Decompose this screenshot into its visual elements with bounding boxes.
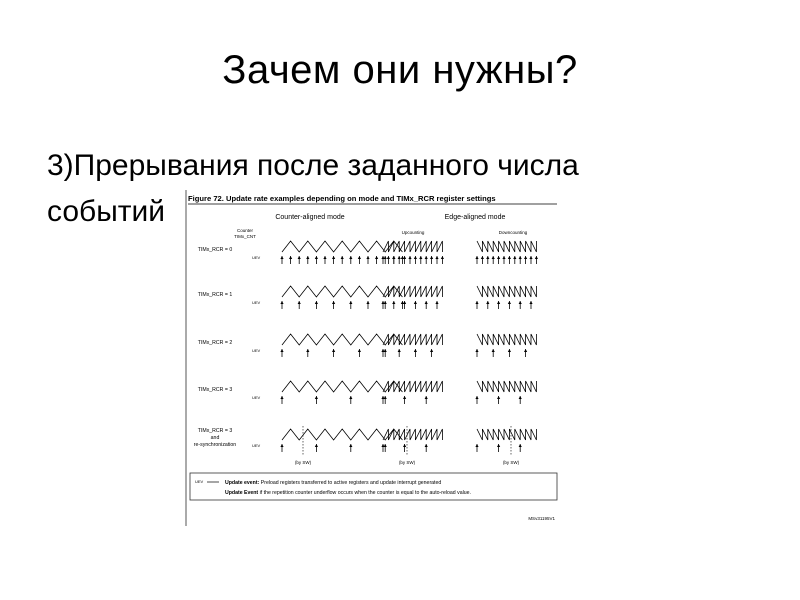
update-event-arrow — [435, 256, 438, 264]
update-event-arrow-head — [419, 256, 422, 259]
update-event-arrow — [384, 444, 387, 452]
update-event-arrow-head — [492, 349, 495, 352]
update-event-arrow — [349, 396, 352, 404]
body-line-1: 3)Прерывания после заданного числа — [47, 149, 579, 182]
counter-aligned-wave — [282, 381, 402, 392]
update-event-arrow — [524, 256, 527, 264]
update-event-arrow-head — [414, 301, 417, 304]
update-event-arrow — [332, 256, 335, 264]
update-event-arrow — [341, 256, 344, 264]
update-event-arrow-head — [381, 301, 384, 304]
legend-uev-label: UEV — [195, 479, 204, 484]
update-event-arrow-head — [508, 256, 511, 259]
update-event-arrow — [298, 256, 301, 264]
update-event-arrow — [349, 444, 352, 452]
update-event-arrow-head — [332, 349, 335, 352]
update-event-arrow — [280, 256, 283, 264]
update-event-arrow-head — [280, 349, 283, 352]
counter-register-label: TIMx_CNT — [234, 234, 256, 239]
update-event-arrow-head — [475, 444, 478, 447]
update-event-arrow-head — [280, 444, 283, 447]
counter-aligned-wave — [282, 334, 402, 345]
counter-aligned-wave — [282, 241, 402, 252]
update-event-arrow — [280, 301, 283, 309]
update-event-arrow-head — [425, 301, 428, 304]
update-event-arrow — [441, 256, 444, 264]
update-event-arrow — [289, 256, 292, 264]
update-event-arrow-head — [497, 301, 500, 304]
by-sw-label-counter: (by SW) — [294, 460, 312, 465]
update-event-arrow-head — [392, 256, 395, 259]
update-event-arrow — [366, 256, 369, 264]
update-event-arrow-head — [366, 256, 369, 259]
update-event-arrow-head — [513, 256, 516, 259]
update-event-arrow — [381, 349, 384, 357]
update-event-arrow — [366, 301, 369, 309]
update-event-arrow — [403, 301, 406, 309]
update-event-arrow-head — [392, 301, 395, 304]
update-event-arrow-head — [497, 444, 500, 447]
update-event-arrow — [315, 444, 318, 452]
update-event-arrow-head — [508, 301, 511, 304]
update-event-arrow-head — [306, 256, 309, 259]
update-event-arrow — [280, 396, 283, 404]
update-event-arrow — [519, 396, 522, 404]
update-event-arrow-head — [298, 256, 301, 259]
figure-caption: Figure 72. Update rate examples depending on mode and TIMx_RCR register settings — [188, 194, 496, 203]
update-event-arrow — [323, 256, 326, 264]
waveform-row-0 — [198, 241, 538, 264]
update-event-arrow-head — [508, 349, 511, 352]
update-event-arrow — [381, 444, 384, 452]
update-event-arrow-head — [349, 256, 352, 259]
update-event-arrow — [519, 256, 522, 264]
update-event-arrow — [524, 349, 527, 357]
update-event-arrow-head — [425, 444, 428, 447]
update-event-arrow-head — [381, 444, 384, 447]
update-event-arrow — [358, 349, 361, 357]
update-event-arrow — [508, 349, 511, 357]
update-event-arrow — [392, 301, 395, 309]
update-event-arrow — [280, 444, 283, 452]
update-event-arrow-head — [430, 256, 433, 259]
update-event-arrow — [486, 301, 489, 309]
update-event-arrow — [475, 256, 478, 264]
row-label: TIMx_RCR = 3 — [197, 387, 233, 393]
update-event-arrow — [315, 256, 318, 264]
update-event-arrow-head — [535, 256, 538, 259]
update-event-arrow — [384, 301, 387, 309]
update-event-arrow — [392, 256, 395, 264]
update-event-arrow-head — [425, 396, 428, 399]
waveform-row-1 — [198, 286, 537, 309]
update-event-arrow — [298, 301, 301, 309]
legend-line-1 — [225, 480, 441, 486]
update-event-arrow-head — [492, 256, 495, 259]
update-event-arrow-head — [403, 301, 406, 304]
legend-line-1-term: Update event: — [225, 480, 260, 486]
update-event-arrow — [502, 256, 505, 264]
update-event-arrow — [425, 301, 428, 309]
update-event-arrow-head — [280, 301, 283, 304]
update-event-arrow-head — [332, 301, 335, 304]
figure-id: MSv31195V1 — [528, 516, 555, 521]
upcounting-wave — [383, 334, 442, 345]
update-event-arrow-head — [298, 301, 301, 304]
update-event-arrow — [384, 349, 387, 357]
update-event-arrow-head — [341, 256, 344, 259]
update-event-arrow — [475, 301, 478, 309]
update-event-arrow-head — [315, 396, 318, 399]
update-event-arrow-head — [519, 444, 522, 447]
update-event-arrow-head — [519, 396, 522, 399]
update-event-arrow — [403, 256, 406, 264]
update-event-arrow — [414, 349, 417, 357]
upcounting-label: Upcounting — [401, 230, 425, 235]
update-event-arrow-head — [475, 256, 478, 259]
update-event-arrow-head — [289, 256, 292, 259]
row-label: TIMx_RCR = 1 — [197, 292, 233, 298]
update-event-arrow-head — [414, 256, 417, 259]
counter-label: Counter — [236, 228, 254, 233]
row-label: re-synchronization — [193, 442, 237, 448]
update-event-arrow-head — [315, 256, 318, 259]
counter-aligned-wave — [282, 429, 402, 440]
update-event-arrow — [306, 256, 309, 264]
update-event-arrow — [358, 256, 361, 264]
update-event-arrow — [387, 256, 390, 264]
update-event-arrow-head — [315, 301, 318, 304]
update-event-arrow-head — [358, 256, 361, 259]
update-event-arrow — [306, 349, 309, 357]
row-label: and — [210, 435, 220, 441]
waveform-row-2 — [198, 334, 537, 357]
update-event-arrow-head — [497, 256, 500, 259]
downcounting-wave — [477, 381, 536, 392]
update-event-arrow-head — [349, 396, 352, 399]
update-event-arrow — [519, 444, 522, 452]
update-event-arrow-head — [524, 349, 527, 352]
update-event-arrow-head — [435, 256, 438, 259]
update-event-arrow — [492, 256, 495, 264]
by-sw-label-down: (by SW) — [502, 460, 520, 465]
waveform-row-3 — [198, 381, 537, 404]
update-event-arrow-head — [475, 396, 478, 399]
update-event-arrow — [375, 256, 378, 264]
update-event-arrow — [492, 349, 495, 357]
uev-label: UEV — [252, 255, 261, 260]
update-event-arrow — [425, 444, 428, 452]
update-event-arrow-head — [475, 301, 478, 304]
update-event-arrow — [398, 349, 401, 357]
update-event-arrow-head — [414, 349, 417, 352]
uev-label: UEV — [252, 300, 261, 305]
update-event-arrow-head — [529, 256, 532, 259]
update-event-arrow-head — [425, 256, 428, 259]
update-event-arrow-head — [519, 301, 522, 304]
update-event-arrow — [535, 256, 538, 264]
update-event-arrow — [425, 396, 428, 404]
update-event-arrow-head — [306, 349, 309, 352]
upcounting-wave — [383, 241, 442, 252]
update-event-arrow — [475, 444, 478, 452]
uev-label: UEV — [252, 348, 261, 353]
update-event-arrow-head — [486, 301, 489, 304]
update-event-arrow — [519, 301, 522, 309]
update-event-arrow-head — [349, 301, 352, 304]
timer-figure — [185, 190, 560, 526]
update-event-arrow — [332, 301, 335, 309]
update-event-arrow — [315, 396, 318, 404]
update-event-arrow-head — [387, 256, 390, 259]
update-event-arrow — [384, 256, 387, 264]
update-event-arrow-head — [381, 396, 384, 399]
update-event-arrow — [408, 256, 411, 264]
downcounting-wave — [477, 286, 536, 297]
waveform-rows — [194, 241, 538, 465]
update-event-arrow — [315, 301, 318, 309]
update-event-arrow-head — [441, 256, 444, 259]
body-line-2: событий — [47, 195, 166, 228]
upcounting-wave — [383, 429, 442, 440]
slide-title: Зачем они нужны? — [222, 48, 578, 92]
update-event-arrow-head — [280, 396, 283, 399]
update-event-arrow — [381, 256, 384, 264]
downcounting-wave — [477, 241, 536, 252]
update-event-arrow — [508, 301, 511, 309]
timer-figure-svg — [185, 190, 560, 526]
update-event-arrow-head — [529, 301, 532, 304]
update-event-arrow — [384, 396, 387, 404]
counter-aligned-header: Counter-aligned mode — [275, 214, 345, 221]
update-event-arrow — [508, 256, 511, 264]
update-event-arrow — [401, 256, 404, 264]
update-event-arrow-head — [524, 256, 527, 259]
update-event-arrow — [332, 349, 335, 357]
update-event-arrow-head — [315, 444, 318, 447]
update-event-arrow-head — [358, 349, 361, 352]
update-event-arrow — [481, 256, 484, 264]
update-event-arrow-head — [497, 396, 500, 399]
update-event-arrow — [414, 301, 417, 309]
downcounting-wave — [477, 334, 536, 345]
waveform-row-4 — [194, 426, 537, 465]
update-event-arrow-head — [475, 349, 478, 352]
update-event-arrow — [475, 349, 478, 357]
update-event-arrow — [430, 256, 433, 264]
update-event-arrow — [349, 256, 352, 264]
update-event-arrow-head — [481, 256, 484, 259]
update-event-arrow — [529, 256, 532, 264]
update-event-arrow — [401, 301, 404, 309]
upcounting-wave — [383, 286, 442, 297]
update-event-arrow-head — [366, 301, 369, 304]
update-event-arrow — [497, 256, 500, 264]
update-event-arrow — [419, 256, 422, 264]
downcounting-label: Downcounting — [498, 230, 528, 235]
edge-aligned-header: Edge-aligned mode — [444, 214, 506, 221]
row-label: TIMx_RCR = 0 — [197, 247, 233, 253]
update-event-arrow — [513, 256, 516, 264]
update-event-arrow-head — [349, 444, 352, 447]
update-event-arrow — [497, 396, 500, 404]
update-event-arrow — [475, 396, 478, 404]
update-event-arrow — [381, 396, 384, 404]
update-event-arrow — [349, 301, 352, 309]
row-label: TIMx_RCR = 2 — [197, 340, 233, 346]
row-label: TIMx_RCR = 3 — [197, 428, 233, 434]
legend-line-2-term: Update Event — [225, 490, 259, 496]
legend-line-2-text: if the repetition counter underflow occurs when the counter is equal to the auto-reload value. — [258, 490, 471, 496]
by-sw-label-up: (by SW) — [398, 460, 416, 465]
uev-label: UEV — [252, 443, 261, 448]
legend-line-1-text: Preload registers transferred to active registers and update interrupt generated — [259, 480, 442, 486]
downcounting-wave — [477, 429, 536, 440]
update-event-arrow — [486, 256, 489, 264]
update-event-arrow-head — [381, 349, 384, 352]
update-event-arrow-head — [375, 256, 378, 259]
update-event-arrow-head — [398, 349, 401, 352]
update-event-arrow — [497, 444, 500, 452]
update-event-arrow — [414, 256, 417, 264]
update-event-arrow-head — [502, 256, 505, 259]
update-event-arrow-head — [430, 349, 433, 352]
legend-line-2 — [225, 490, 471, 496]
update-event-arrow-head — [403, 444, 406, 447]
upcounting-wave — [383, 381, 442, 392]
update-event-arrow-head — [486, 256, 489, 259]
update-event-arrow-head — [332, 256, 335, 259]
update-event-arrow-head — [323, 256, 326, 259]
update-event-arrow-head — [381, 256, 384, 259]
update-event-arrow — [497, 301, 500, 309]
update-event-arrow — [529, 301, 532, 309]
update-event-arrow-head — [403, 256, 406, 259]
update-event-arrow — [430, 349, 433, 357]
update-event-arrow — [425, 256, 428, 264]
update-event-arrow — [280, 349, 283, 357]
update-event-arrow — [403, 396, 406, 404]
update-event-arrow-head — [519, 256, 522, 259]
uev-label: UEV — [252, 395, 261, 400]
update-event-arrow-head — [398, 256, 401, 259]
update-event-arrow-head — [403, 396, 406, 399]
update-event-arrow-head — [280, 256, 283, 259]
update-event-arrow-head — [435, 301, 438, 304]
counter-aligned-wave — [282, 286, 402, 297]
update-event-arrow-head — [408, 256, 411, 259]
update-event-arrow — [403, 444, 406, 452]
update-event-arrow — [381, 301, 384, 309]
update-event-arrow — [398, 256, 401, 264]
update-event-arrow — [435, 301, 438, 309]
